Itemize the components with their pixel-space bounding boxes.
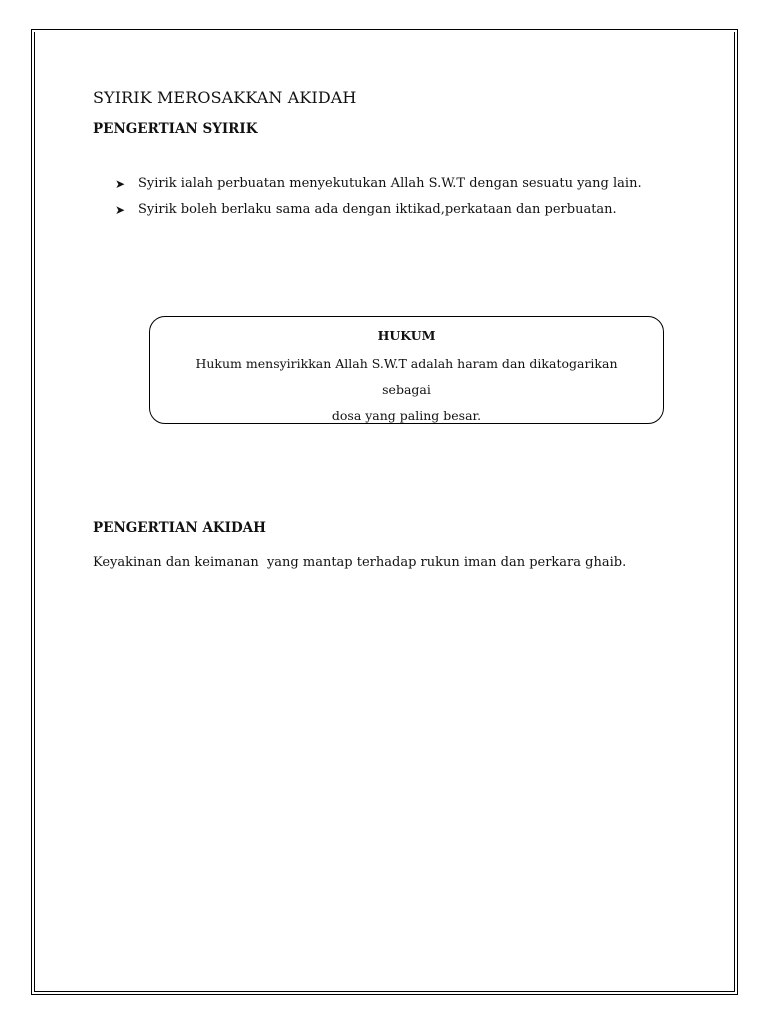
akidah-definition: Keyakinan dan keimanan yang mantap terhadap rukun iman dan perkara ghaib. bbox=[93, 555, 627, 570]
document-title: SYIRIK MEROSAKKAN AKIDAH bbox=[93, 88, 357, 107]
list-item bbox=[115, 200, 642, 219]
hukum-line-2: dosa yang paling besar. bbox=[331, 408, 482, 423]
section-heading-akidah: PENGERTIAN AKIDAH bbox=[93, 520, 266, 536]
syirik-bullet-list bbox=[115, 174, 642, 226]
hukum-heading: HUKUM bbox=[377, 328, 436, 343]
list-item bbox=[115, 174, 642, 193]
hukum-line-1: Hukum mensyirikkan Allah S.W.T adalah haram dan dikatogarikan sebagai bbox=[195, 356, 618, 397]
section-heading-syirik: PENGERTIAN SYIRIK bbox=[93, 121, 258, 137]
bullet-text: Syirik ialah perbuatan menyekutukan Allah S.W.T dengan sesuatu yang lain. bbox=[138, 176, 642, 191]
arrow-bullet-icon: ➤ bbox=[115, 202, 126, 217]
hukum-text bbox=[172, 351, 642, 429]
bullet-text: Syirik boleh berlaku sama ada dengan iktikad,perkataan dan perbuatan. bbox=[138, 202, 617, 217]
hukum-box bbox=[149, 316, 664, 424]
arrow-bullet-icon: ➤ bbox=[115, 176, 126, 191]
